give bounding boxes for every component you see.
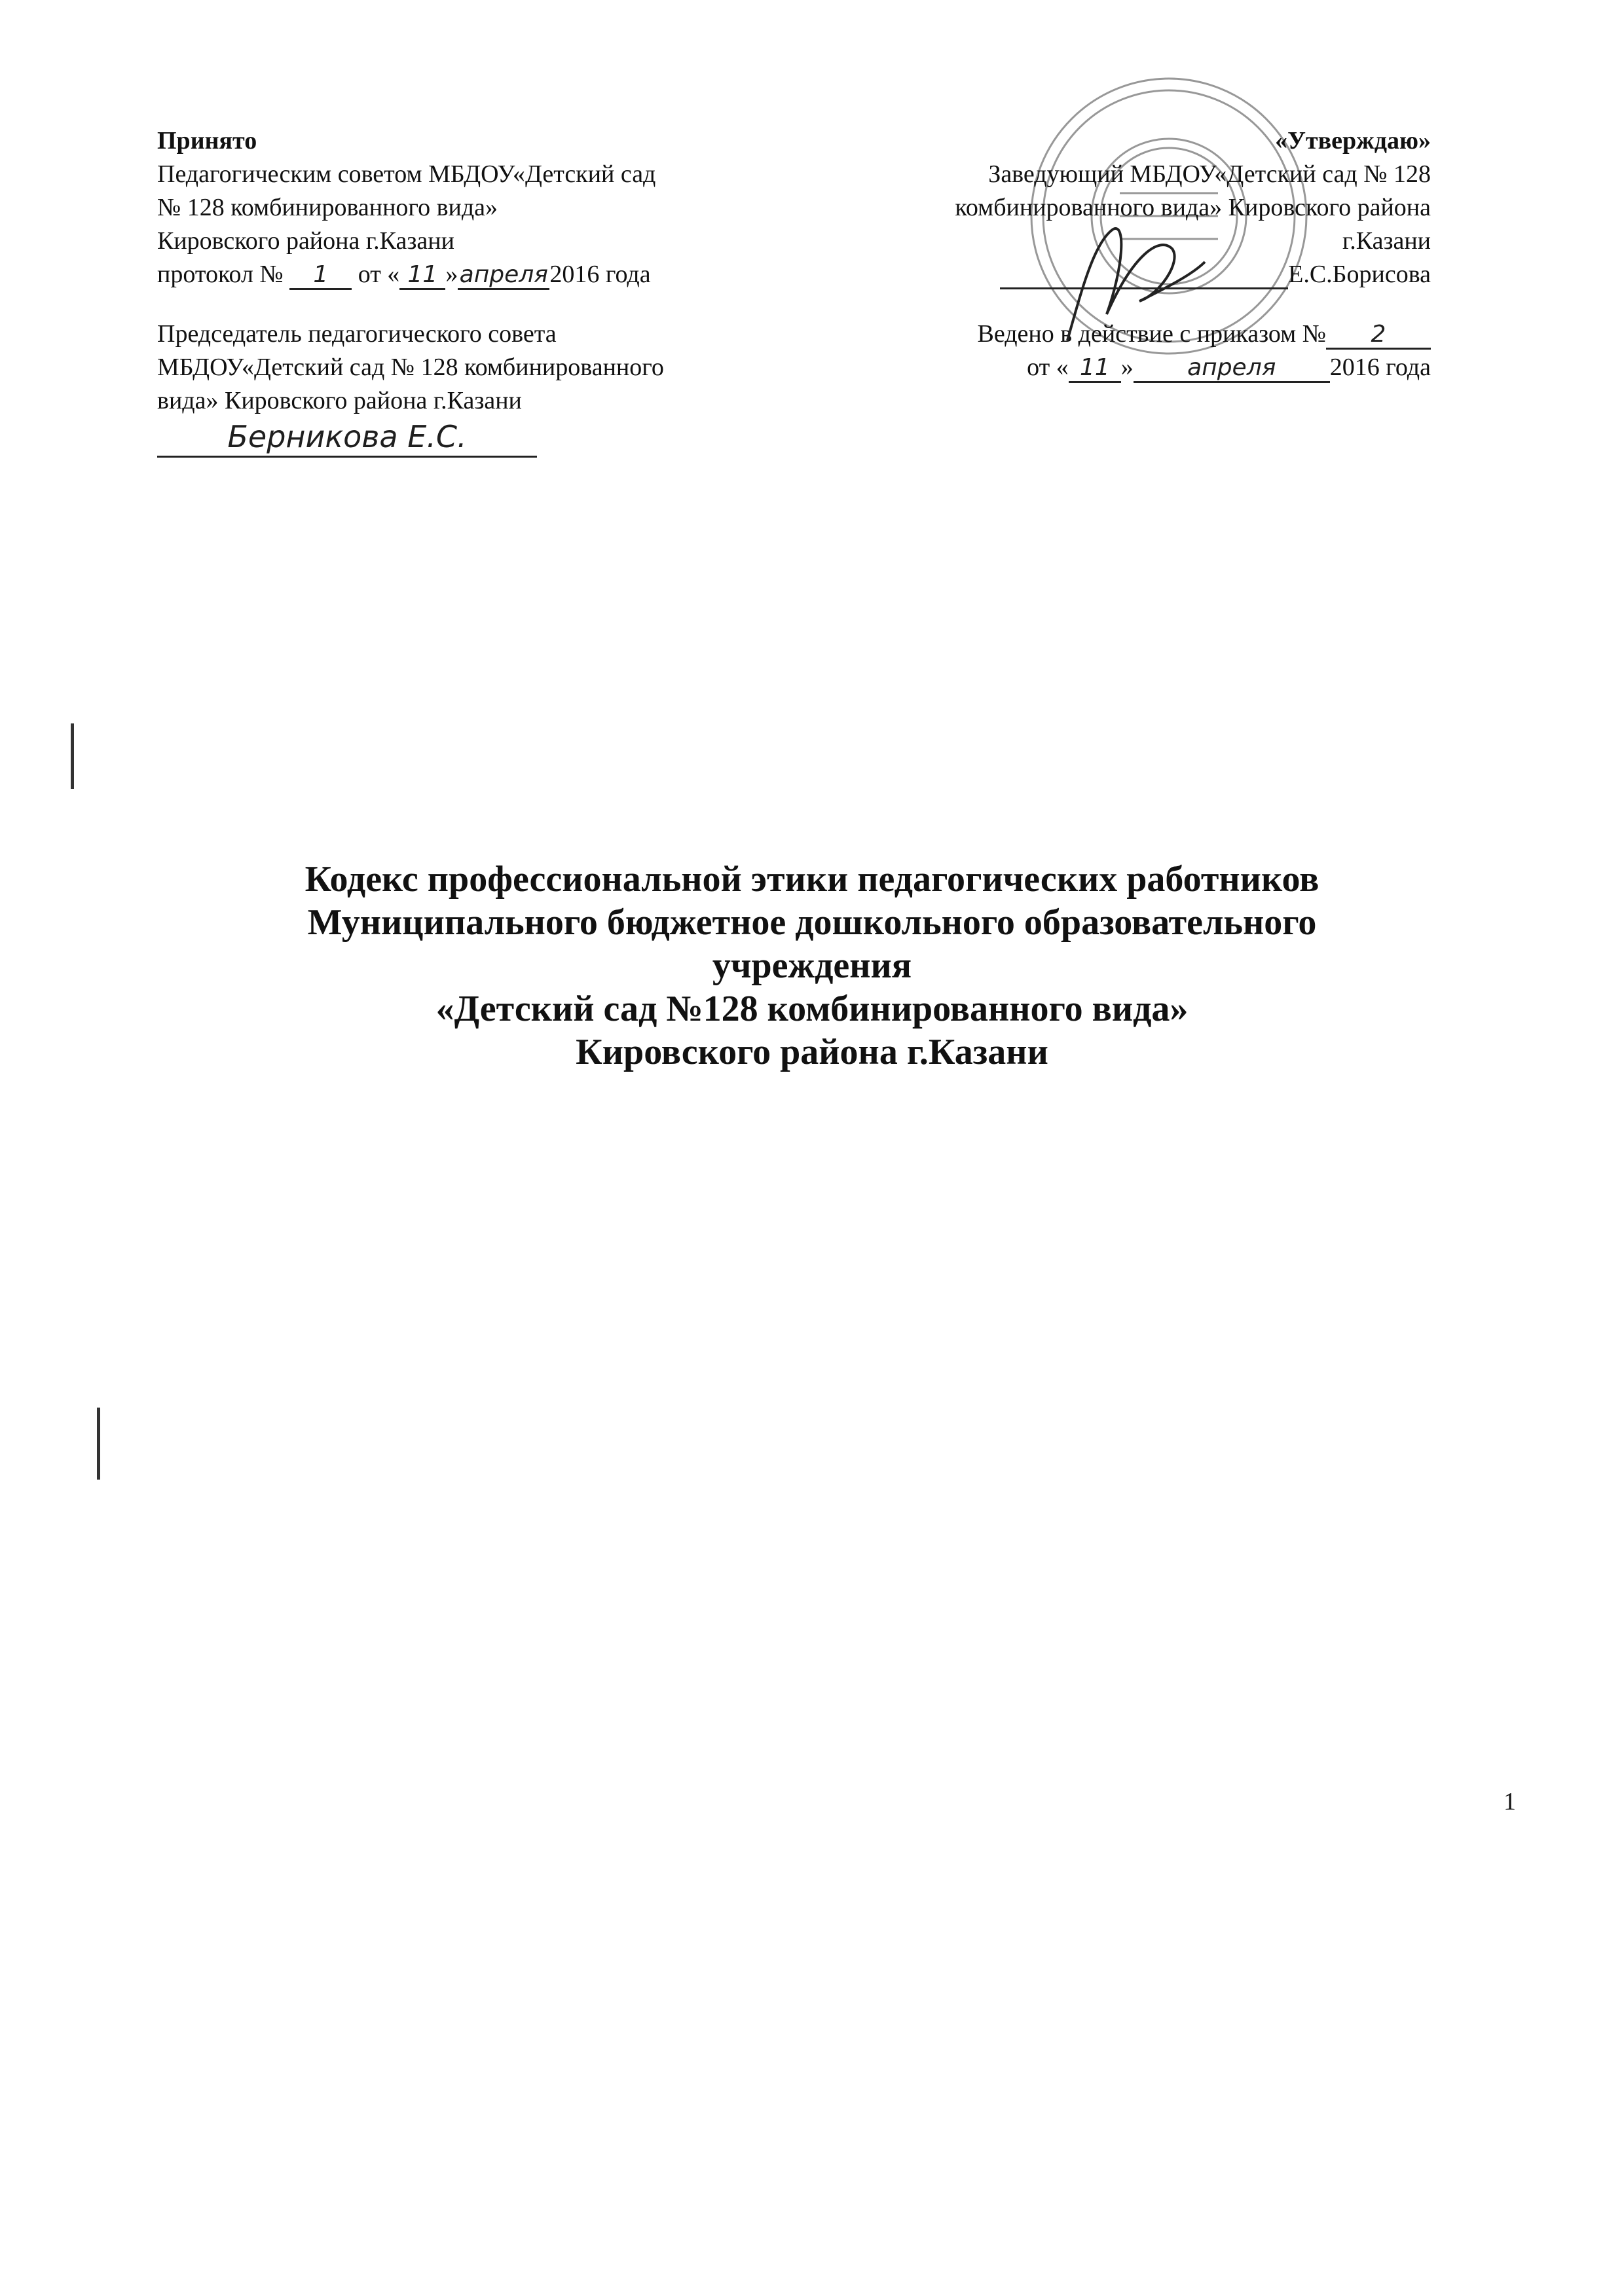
title-line-4: «Детский сад №128 комбинированного вида» xyxy=(435,989,1189,1029)
chairman-signature: Берникова Е.С. xyxy=(157,418,537,458)
order-quote: » xyxy=(1120,354,1134,381)
accepted-heading: Принято xyxy=(157,127,257,155)
margin-mark-top xyxy=(71,723,74,789)
protocol-from: от « xyxy=(358,261,400,288)
order-date-line xyxy=(955,351,1431,384)
protocol-month: апреля xyxy=(458,262,549,290)
chairman-line-2: МБДОУ«Детский сад № 128 комбинированного xyxy=(157,354,664,381)
approved-line-2: комбинированного вида» Кировского района xyxy=(955,194,1431,221)
approved-line-3: г.Казани xyxy=(1342,227,1431,255)
accepted-line-3: Кировского района г.Казани xyxy=(157,227,454,255)
order-day: 11 xyxy=(1069,355,1121,383)
head-name: Е.С.Борисова xyxy=(1288,261,1431,288)
protocol-day: 11 xyxy=(399,262,445,290)
title-line-1: Кодекс профессиональной этики педагогических работников xyxy=(304,859,1320,900)
document-title xyxy=(164,858,1460,1074)
chairman-line-3: вида» Кировского района г.Казани xyxy=(157,387,522,414)
protocol-quote: » xyxy=(445,261,458,288)
protocol-year: 2016 года xyxy=(549,261,651,288)
accepted-line-2: № 128 комбинированного вида» xyxy=(157,194,498,221)
order-number: 2 xyxy=(1326,321,1431,350)
chairman-signature-line xyxy=(157,418,664,458)
order-month: апреля xyxy=(1134,355,1330,383)
order-from: от « xyxy=(1027,354,1069,381)
protocol-number: 1 xyxy=(289,262,352,290)
approved-heading: «Утверждаю» xyxy=(1275,127,1431,155)
title-line-5: Кировского района г.Казани xyxy=(576,1032,1048,1072)
protocol-prefix: протокол № xyxy=(157,261,284,288)
order-year: 2016 года xyxy=(1329,354,1431,381)
order-prefix: Ведено в действие с приказом № xyxy=(977,320,1326,348)
chairman-line-1: Председатель педагогического совета xyxy=(157,320,557,348)
accepted-line-1: Педагогическим советом МБДОУ«Детский сад xyxy=(157,160,656,188)
head-signature-icon xyxy=(1041,216,1211,354)
title-line-3: учреждения xyxy=(712,945,912,986)
margin-mark-bottom xyxy=(97,1408,100,1480)
accepted-block xyxy=(157,124,664,458)
protocol-line xyxy=(157,258,664,291)
approved-line-1: Заведующий МБДОУ«Детский сад № 128 xyxy=(988,160,1431,188)
title-line-2: Муниципального бюджетное дошкольного образовательного xyxy=(307,902,1317,943)
page-number: 1 xyxy=(1504,1788,1516,1815)
